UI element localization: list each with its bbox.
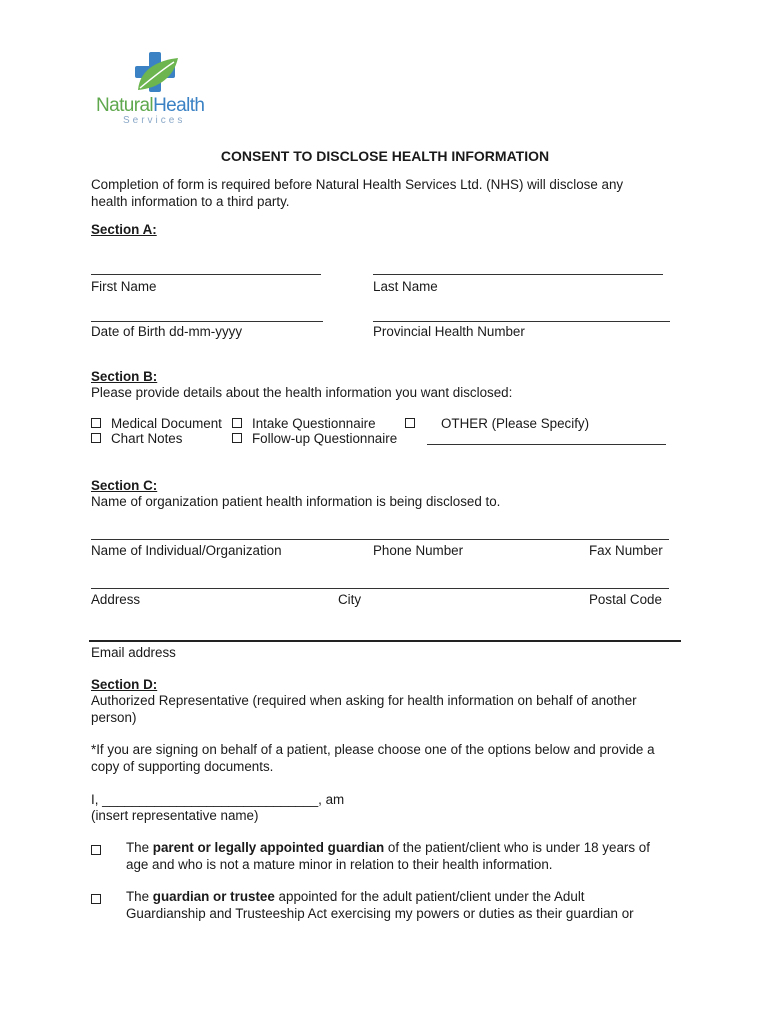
section-c-heading: Section C: xyxy=(91,478,158,493)
dob-field[interactable] xyxy=(91,321,323,322)
option-other[interactable]: OTHER (Please Specify) xyxy=(405,416,589,431)
section-d-heading: Section D: xyxy=(91,677,158,692)
section-b-prompt: Please provide details about the health information you want disclosed: xyxy=(91,385,513,400)
option-followup-questionnaire[interactable]: Follow-up Questionnaire xyxy=(232,431,397,446)
first-name-field[interactable] xyxy=(91,274,321,275)
section-d-note-1: *If you are signing on behalf of a patient, please choose one of the options below and provide a xyxy=(91,742,655,757)
health-number-label: Provincial Health Number xyxy=(373,324,525,339)
address-label: Address xyxy=(91,592,141,607)
last-name-field[interactable] xyxy=(373,274,663,275)
intro-line-1: Completion of form is required before Natural Health Services Ltd. (NHS) will disclose any xyxy=(91,177,624,192)
intro-line-2: health information to a third party. xyxy=(91,194,290,209)
option-parent-guardian[interactable]: The parent or legally appointed guardian of the patient/client who is under 18 years of xyxy=(126,840,650,855)
checkbox-icon[interactable] xyxy=(405,418,415,428)
medical-cross-leaf-icon xyxy=(135,52,178,92)
city-label: City xyxy=(338,592,362,607)
organization-name-label: Name of Individual/Organization xyxy=(91,543,282,558)
option-medical-document[interactable]: Medical Document xyxy=(91,416,222,431)
fax-label: Fax Number xyxy=(589,543,663,558)
checkbox-icon[interactable] xyxy=(91,433,101,443)
section-d-line-1: Authorized Representative (required when asking for health information on behalf of another xyxy=(91,693,637,708)
representative-statement: I, _____________________________, am xyxy=(91,792,345,807)
option-guardian-trustee-line-2: Guardianship and Trusteeship Act exercising my powers or duties as their guardian or xyxy=(126,906,634,921)
insert-representative-hint: (insert representative name) xyxy=(91,808,259,823)
health-number-field[interactable] xyxy=(373,321,670,322)
dob-label: Date of Birth dd-mm-yyyy xyxy=(91,324,243,339)
section-b-heading: Section B: xyxy=(91,369,158,384)
section-d-line-2: person) xyxy=(91,710,137,725)
section-a-heading: Section A: xyxy=(91,222,157,237)
last-name-label: Last Name xyxy=(373,279,438,294)
form-title: CONSENT TO DISCLOSE HEALTH INFORMATION xyxy=(220,148,550,164)
option-guardian-trustee[interactable]: The guardian or trustee appointed for the adult patient/client under the Adult xyxy=(126,889,585,904)
option-chart-notes[interactable]: Chart Notes xyxy=(91,431,182,446)
checkbox-icon[interactable] xyxy=(232,418,242,428)
logo-subtitle: Services xyxy=(123,115,186,126)
first-name-label: First Name xyxy=(91,279,157,294)
email-label: Email address xyxy=(91,645,176,660)
checkbox-icon[interactable] xyxy=(91,418,101,428)
address-field[interactable] xyxy=(91,588,669,589)
checkbox-icon[interactable] xyxy=(91,894,101,904)
other-specify-field[interactable] xyxy=(427,444,666,445)
section-d-note-2: copy of supporting documents. xyxy=(91,759,274,774)
option-intake-questionnaire[interactable]: Intake Questionnaire xyxy=(232,416,376,431)
organization-contact-field[interactable] xyxy=(91,539,669,540)
phone-label: Phone Number xyxy=(373,543,464,558)
logo-wordmark: NaturalHealth xyxy=(96,95,205,116)
postal-code-label: Postal Code xyxy=(589,592,662,607)
checkbox-icon[interactable] xyxy=(232,433,242,443)
representative-name-field[interactable]: _____________________________ xyxy=(102,792,319,807)
option-parent-guardian-line-2: age and who is not a mature minor in relation to their health information. xyxy=(126,857,553,872)
email-field[interactable] xyxy=(89,640,681,642)
section-c-prompt: Name of organization patient health information is being disclosed to. xyxy=(91,494,501,509)
checkbox-icon[interactable] xyxy=(91,845,101,855)
